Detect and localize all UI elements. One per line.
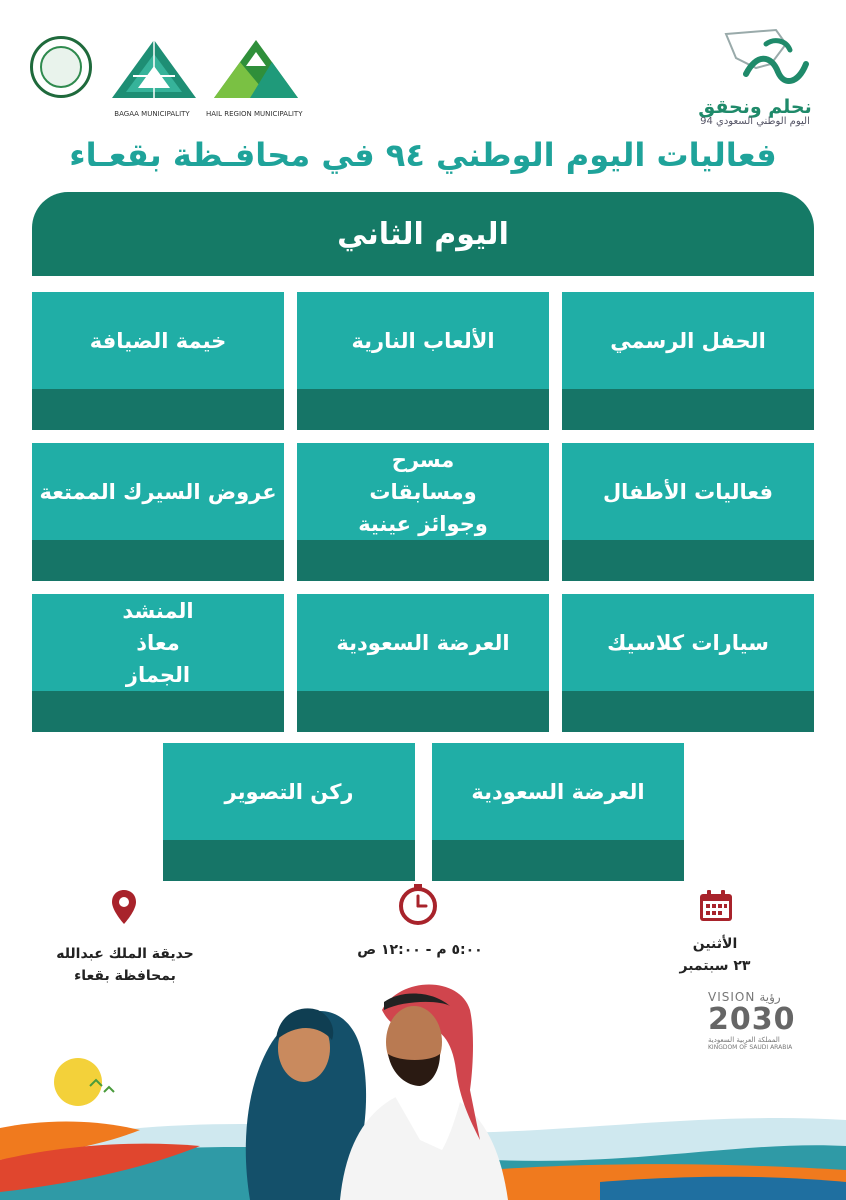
activity-label: الألعاب النارية	[297, 292, 549, 389]
vision-kingdom-ar: المملكة العربية السعودية	[708, 1036, 780, 1044]
vision-kingdom-en: KINGDOM OF SAUDI ARABIA	[708, 1044, 793, 1051]
activity-label: العرضة السعودية	[297, 594, 549, 691]
hail-caption: HAIL REGION MUNICIPALITY	[206, 110, 303, 118]
location-pin-icon	[111, 889, 137, 925]
page-title: فعاليات اليوم الوطني ٩٤ في محافـظة بقعـاء	[69, 136, 777, 174]
activity-label: المنشد معاذ الجماز	[32, 594, 284, 691]
activity-card	[32, 292, 284, 430]
activity-label: ركن التصوير	[163, 743, 415, 840]
activity-card	[562, 292, 814, 430]
activity-card	[32, 443, 284, 581]
activity-card	[432, 743, 684, 881]
activity-card	[163, 743, 415, 881]
vision-arabic: رؤية	[759, 990, 781, 1004]
location-line2: بمحافظة بقعاء	[74, 968, 176, 984]
ministry-emblem-logo	[30, 36, 92, 98]
calendar-icon	[698, 889, 734, 923]
activity-label: سيارات كلاسيك	[562, 594, 814, 691]
event-day: الأثنين	[692, 936, 738, 952]
activity-label: الحفل الرسمي	[562, 292, 814, 389]
hail-municipality-logo	[206, 36, 302, 118]
event-time: ٥:٠٠ م - ١٢:٠٠ ص	[357, 942, 483, 958]
national-day-calligraphy-logo	[716, 24, 816, 98]
slogan-text: نحلم ونحقق	[698, 96, 812, 118]
slogan-subtitle: اليوم الوطني السعودي 94	[700, 116, 810, 127]
activity-label: خيمة الضيافة	[32, 292, 284, 389]
activity-label: عروض السيرك الممتعة	[32, 443, 284, 540]
activity-label: فعاليات الأطفال	[562, 443, 814, 540]
bagaa-triangle-icon	[108, 36, 200, 106]
vision-label: VISION	[708, 990, 756, 1004]
activity-label: العرضة السعودية	[432, 743, 684, 840]
location-line1: حديقة الملك عبدالله	[56, 946, 194, 962]
activity-label: مسرح ومسابقات وجوائز عينية	[297, 443, 549, 540]
bagaa-caption: BAGAA MUNICIPALITY	[114, 110, 190, 118]
activity-card	[32, 594, 284, 732]
vision-year: 2030	[708, 1002, 796, 1037]
activity-card	[562, 594, 814, 732]
clock-icon	[397, 884, 439, 926]
hail-triangle-icon	[210, 36, 302, 106]
bagaa-municipality-logo	[104, 36, 200, 118]
activity-card	[297, 594, 549, 732]
event-date: ٢٣ سبتمبر	[679, 958, 751, 974]
activity-card	[562, 443, 814, 581]
activity-card	[297, 443, 549, 581]
decorative-illustration	[0, 970, 846, 1200]
activity-card	[297, 292, 549, 430]
day-banner: اليوم الثاني	[32, 192, 814, 276]
